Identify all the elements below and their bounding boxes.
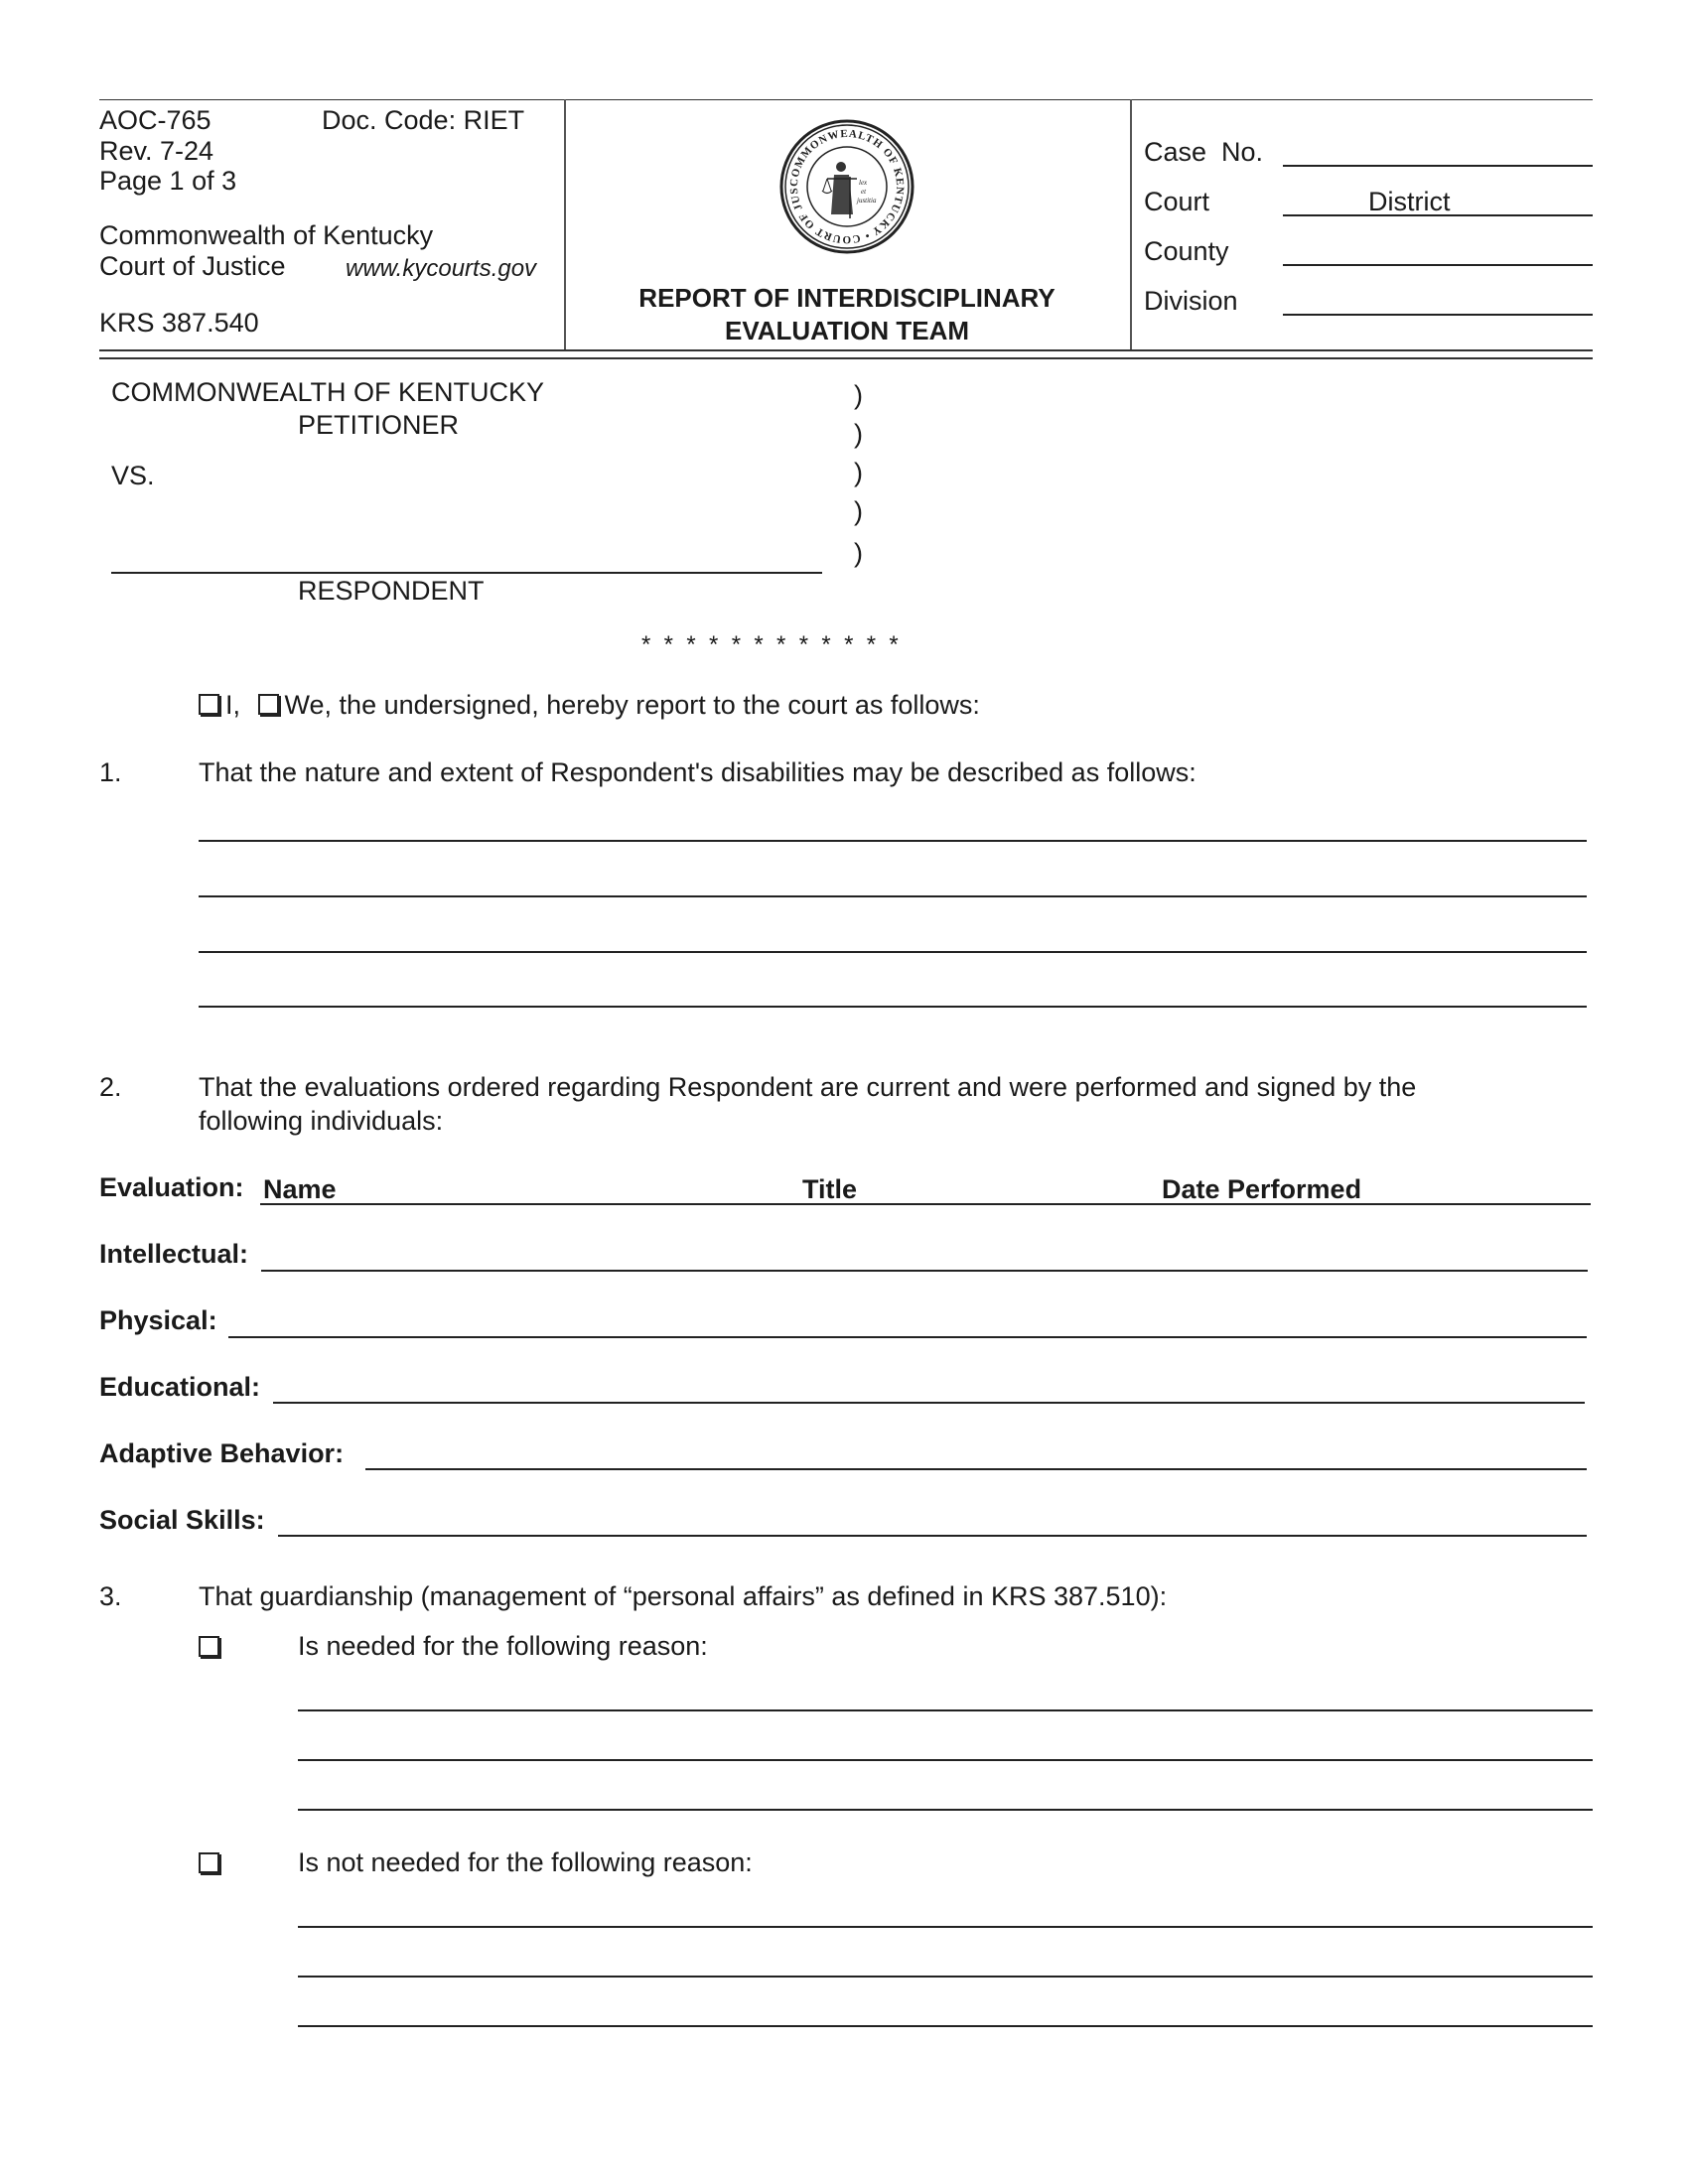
doc-code: Doc. Code: RIET — [322, 105, 525, 135]
needed-reason-line-1[interactable] — [298, 1709, 1593, 1711]
item-3-number: 3. — [99, 1581, 122, 1611]
court-label: Court — [1144, 187, 1210, 216]
item-2-number: 2. — [99, 1072, 122, 1102]
educational-field[interactable] — [273, 1402, 1585, 1404]
guardianship-needed-checkbox[interactable] — [199, 1636, 219, 1657]
form-title-line1: REPORT OF INTERDISCIPLINARY — [638, 283, 1055, 313]
adaptive-behavior-field[interactable] — [365, 1468, 1587, 1470]
svg-text:lex: lex — [859, 179, 868, 187]
section-divider-stars: * * * * * * * * * * * * — [641, 631, 899, 658]
checkbox-i[interactable] — [199, 694, 219, 715]
county-label: County — [1144, 236, 1229, 266]
form-title-line2: EVALUATION TEAM — [724, 316, 970, 345]
page-number: Page 1 of 3 — [99, 166, 237, 196]
respondent-label: RESPONDENT — [298, 576, 485, 606]
case-number-field[interactable] — [1283, 165, 1593, 167]
website-link[interactable]: www.kycourts.gov — [346, 255, 537, 282]
intellectual-field[interactable] — [261, 1270, 1588, 1272]
evaluation-header-rule — [260, 1203, 1591, 1205]
column-header-date: Date Performed — [1162, 1174, 1362, 1204]
not-needed-reason-line-1[interactable] — [298, 1926, 1593, 1928]
header-divider-right — [1130, 99, 1132, 349]
disabilities-line-3[interactable] — [199, 951, 1587, 953]
evaluation-row-educational: Educational: — [99, 1372, 261, 1402]
header-bottom-rule-1 — [99, 349, 1593, 351]
caption-paren: ) — [854, 419, 863, 449]
item-2-text-line2: following individuals: — [199, 1106, 444, 1136]
header-bottom-rule-2 — [99, 357, 1593, 359]
form-number: AOC-765 — [99, 105, 211, 135]
column-header-title: Title — [802, 1174, 858, 1204]
option-i-label: I, — [225, 690, 241, 720]
division-field[interactable] — [1283, 314, 1593, 316]
guardianship-not-needed-label: Is not needed for the following reason: — [298, 1847, 753, 1877]
evaluation-row-adaptive: Adaptive Behavior: — [99, 1438, 345, 1468]
court-seal-icon — [779, 119, 914, 254]
caption-paren: ) — [854, 458, 863, 487]
disabilities-line-4[interactable] — [199, 1006, 1587, 1008]
column-header-name: Name — [263, 1174, 337, 1204]
evaluation-header-label: Evaluation: — [99, 1172, 244, 1202]
commonwealth-label: Commonwealth of Kentucky — [99, 220, 434, 250]
petitioner-label: PETITIONER — [298, 410, 460, 440]
evaluation-row-intellectual: Intellectual: — [99, 1239, 249, 1269]
option-we-label: We, the undersigned, hereby report to the court as follows: — [284, 690, 980, 720]
caption-paren: ) — [854, 538, 863, 568]
court-value: District — [1368, 187, 1451, 216]
evaluation-row-social: Social Skills: — [99, 1505, 265, 1535]
item-3-text: That guardianship (management of “personal affairs” as defined in KRS 387.510): — [199, 1581, 1168, 1611]
petitioner-name: COMMONWEALTH OF KENTUCKY — [111, 377, 545, 407]
not-needed-reason-line-2[interactable] — [298, 1976, 1593, 1978]
item-1-text: That the nature and extent of Respondent's disabilities may be described as follows: — [199, 757, 1196, 787]
form-revision: Rev. 7-24 — [99, 136, 214, 166]
respondent-name-field[interactable] — [111, 572, 822, 574]
social-skills-field[interactable] — [278, 1535, 1587, 1537]
court-of-justice-label: Court of Justice — [99, 251, 286, 281]
case-number-label: Case No. — [1144, 137, 1264, 167]
not-needed-reason-line-3[interactable] — [298, 2025, 1593, 2027]
caption-paren: ) — [854, 496, 863, 526]
guardianship-needed-label: Is needed for the following reason: — [298, 1631, 708, 1661]
disabilities-line-1[interactable] — [199, 840, 1587, 842]
intro-statement — [199, 690, 980, 721]
svg-text:et: et — [861, 188, 867, 196]
caption-paren: ) — [854, 380, 863, 410]
needed-reason-line-2[interactable] — [298, 1759, 1593, 1761]
division-label: Division — [1144, 286, 1238, 316]
versus-label: VS. — [111, 461, 155, 490]
item-2-text-line1: That the evaluations ordered regarding Respondent are current and were performed and signed by the — [199, 1072, 1417, 1102]
svg-text:justitia: justitia — [857, 197, 877, 205]
county-field[interactable] — [1283, 264, 1593, 266]
evaluation-row-physical: Physical: — [99, 1305, 217, 1335]
seal-ring-text: COMMONWEALTH OF KENTUCKY • COURT OF JUS — [787, 127, 907, 246]
statute-reference: KRS 387.540 — [99, 308, 259, 338]
checkbox-we[interactable] — [258, 694, 279, 715]
court-seal — [779, 119, 914, 254]
header-top-rule — [99, 99, 1593, 100]
disabilities-line-2[interactable] — [199, 895, 1587, 897]
physical-field[interactable] — [228, 1336, 1587, 1338]
item-1-number: 1. — [99, 757, 122, 787]
guardianship-not-needed-checkbox[interactable] — [199, 1852, 219, 1873]
needed-reason-line-3[interactable] — [298, 1809, 1593, 1811]
